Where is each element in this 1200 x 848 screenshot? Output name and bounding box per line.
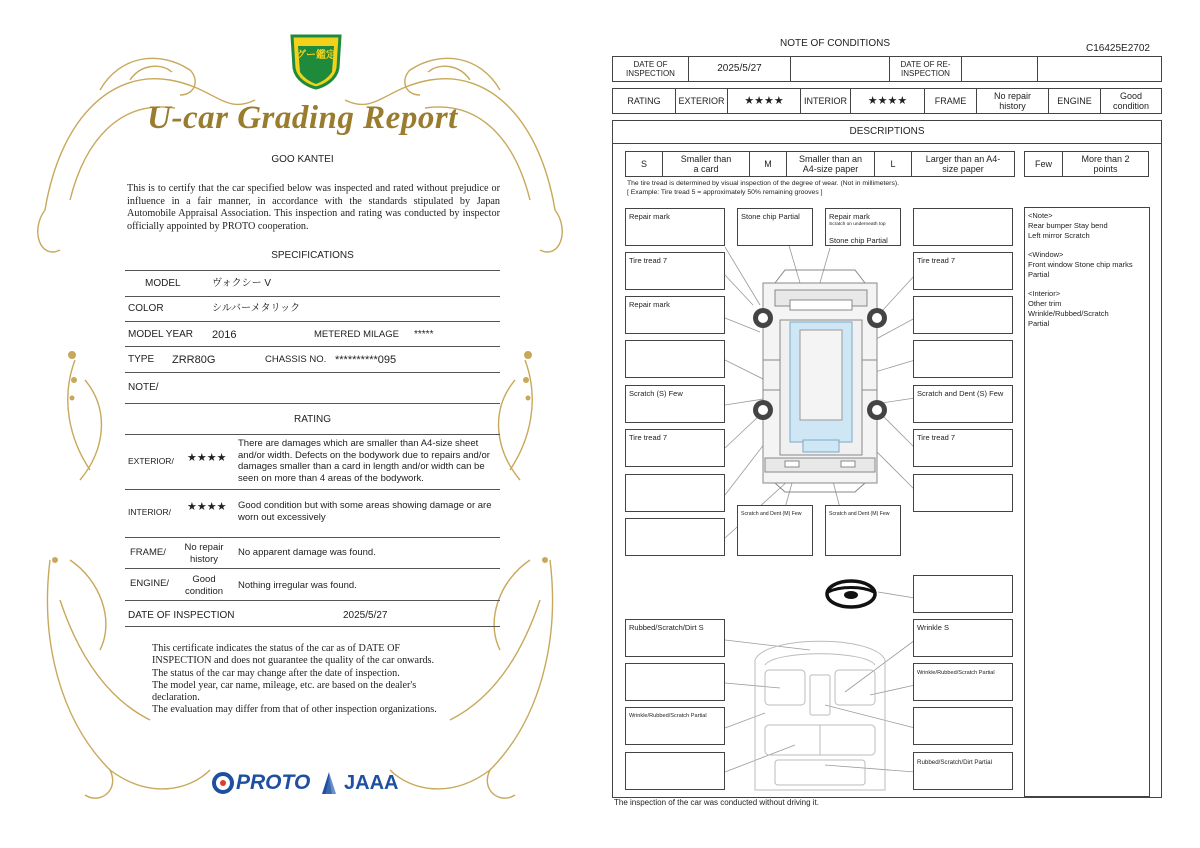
interior-box-left-4 bbox=[625, 752, 725, 790]
inspection-date-label: DATE OF INSPECTION bbox=[128, 610, 235, 621]
damage-box-top-2: Repair mark Scratch on underneath top Stone chip Partial bbox=[825, 208, 901, 246]
footer-line: The status of the car may change after the date of inspection. bbox=[152, 667, 400, 679]
report-title: U-car Grading Report bbox=[147, 100, 458, 136]
legend-l: L bbox=[875, 152, 912, 176]
footer-line: The model year, car name, mileage, etc. are based on the dealer's bbox=[152, 679, 417, 691]
frame-value: No repair history bbox=[184, 542, 224, 565]
interior-stars: ★★★★ bbox=[851, 89, 925, 113]
frame-description: No apparent damage was found. bbox=[238, 547, 376, 558]
jaaa-mark-icon bbox=[318, 770, 340, 796]
tread-note-2: [ Example: Tire tread 5 = approximately 50% remaining grooves ] bbox=[627, 189, 823, 196]
steering-damage-box bbox=[913, 575, 1013, 613]
certificate-footer bbox=[152, 643, 482, 717]
frame-value: No repair history bbox=[977, 89, 1049, 113]
chassis-label: CHASSIS NO. bbox=[265, 354, 327, 365]
frame-label: FRAME/ bbox=[130, 547, 166, 558]
jaaa-logo bbox=[318, 768, 398, 798]
interior-description: Good condition but with some areas showing damage or are worn out excessively bbox=[238, 500, 492, 523]
color-value: シルバーメタリック bbox=[212, 303, 301, 314]
damage-box-left-3: Repair mark bbox=[625, 296, 725, 334]
legend-m-desc: Smaller than an A4-size paper bbox=[787, 152, 875, 176]
legend-s-desc: Smaller than a card bbox=[663, 152, 750, 176]
conditions-title: NOTE OF CONDITIONS bbox=[780, 38, 890, 49]
legend-l-desc: Larger than an A4-size paper bbox=[925, 154, 1001, 174]
date-of-inspection-value: 2025/5/27 bbox=[689, 57, 791, 81]
frame-label: FRAME bbox=[925, 89, 977, 113]
footer-line: INSPECTION and does not guarantee the quality of the car onwards. bbox=[152, 655, 435, 667]
interior-box-left-1: Rubbed/Scratch/Dirt S bbox=[625, 619, 725, 657]
type-label: TYPE bbox=[128, 354, 155, 365]
note-of-conditions bbox=[600, 0, 1200, 848]
issuer-name: GOO KANTEI bbox=[271, 154, 334, 165]
footer-line: This certificate indicates the status of the car as of DATE OF bbox=[152, 643, 401, 654]
damage-box-left-7 bbox=[625, 474, 725, 512]
damage-box-right-3 bbox=[913, 296, 1013, 334]
mileage-label: METERED MILAGE bbox=[314, 329, 399, 340]
damage-box-right-2: Tire tread 7 bbox=[913, 252, 1013, 290]
interior-box-left-2 bbox=[625, 663, 725, 701]
interior-box-left-3: Wrinkle/Rubbed/Scratch Partial bbox=[625, 707, 725, 745]
rating-label: RATING bbox=[613, 89, 676, 113]
jaaa-brand-text: JAAA bbox=[344, 771, 399, 794]
date-of-reinspection-label: DATE OF RE-INSPECTION bbox=[890, 57, 962, 81]
damage-box-left-8 bbox=[625, 518, 725, 556]
note-line: Left mirror Scratch bbox=[1028, 230, 1090, 240]
mileage-value: ***** bbox=[414, 329, 434, 340]
damage-box-right-5: Scratch and Dent (S) Few bbox=[913, 385, 1013, 423]
note-line: <Interior> bbox=[1028, 289, 1061, 299]
inspection-date-value: 2025/5/27 bbox=[343, 610, 388, 621]
legend-s: S bbox=[626, 152, 663, 176]
rating-heading: RATING bbox=[293, 414, 332, 425]
specifications-heading: SPECIFICATIONS bbox=[271, 250, 354, 261]
model-label: MODEL bbox=[145, 278, 181, 289]
interior-label: INTERIOR/ bbox=[128, 507, 171, 517]
note-line: Partial bbox=[1028, 269, 1050, 279]
note-line: Partial bbox=[1028, 318, 1050, 328]
note-line: Front window Stone chip marks bbox=[1028, 259, 1133, 269]
color-label: COLOR bbox=[128, 303, 164, 314]
legend-m: M bbox=[750, 152, 787, 176]
model-value: ヴォクシー V bbox=[212, 278, 272, 289]
interior-stars: ★★★★ bbox=[187, 501, 227, 513]
tread-note-1: The tire tread is determined by visual inspection of the degree of wear. (Not in millimeters). bbox=[627, 180, 899, 187]
exterior-stars: ★★★★ bbox=[728, 89, 801, 113]
exterior-label: EXTERIOR bbox=[676, 89, 728, 113]
certificate-intro: This is to certify that the car specified below was inspected and rated without prejudice or influence in a fair manner, in accordance with the standards stipulated by Japan Automobile Appraisal Association. This inspection and rating was conducted by inspector officially appointed by PROTO cooperation. bbox=[127, 183, 500, 232]
damage-box-left-1: Repair mark bbox=[625, 208, 725, 246]
damage-box-left-5: Scratch (S) Few bbox=[625, 385, 725, 423]
interior-label: INTERIOR bbox=[801, 89, 851, 113]
interior-box-right-2: Wrinkle/Rubbed/Scratch Partial bbox=[913, 663, 1013, 701]
model-year-label: MODEL YEAR bbox=[128, 329, 194, 340]
car-top-view bbox=[763, 270, 877, 492]
model-year-value: 2016 bbox=[212, 329, 237, 341]
logo-text: グー鑑定 bbox=[296, 50, 336, 61]
conditions-footer: The inspection of the car was conducted without driving it. bbox=[614, 798, 819, 807]
engine-value: Good condition bbox=[1112, 91, 1150, 111]
footer-line: The evaluation may differ from that of other inspection organizations. bbox=[152, 704, 437, 716]
note-line: Rear bumper Stay bend bbox=[1028, 220, 1108, 230]
note-line: Wrinkle/Rubbed/Scratch bbox=[1028, 308, 1109, 318]
engine-value: Good condition bbox=[184, 574, 224, 597]
descriptions-heading: DESCRIPTIONS bbox=[849, 126, 925, 137]
damage-box-right-7 bbox=[913, 474, 1013, 512]
steering-wheel-icon bbox=[827, 581, 875, 607]
engine-label: ENGINE bbox=[1049, 89, 1101, 113]
note-line: Other trim bbox=[1028, 299, 1062, 309]
engine-description: Nothing irregular was found. bbox=[238, 580, 357, 591]
proto-mark-icon bbox=[212, 771, 234, 795]
damage-box-right-6: Tire tread 7 bbox=[913, 429, 1013, 467]
damage-box-top-1: Stone chip Partial bbox=[737, 208, 813, 246]
exterior-stars: ★★★★ bbox=[187, 452, 227, 464]
damage-box-left-6: Tire tread 7 bbox=[625, 429, 725, 467]
interior-box-right-1: Wrinkle S bbox=[913, 619, 1013, 657]
legend-few: Few bbox=[1025, 152, 1063, 176]
engine-label: ENGINE/ bbox=[130, 578, 170, 589]
exterior-description: There are damages which are smaller than A4-size sheet and/or width. Defects on the bodywork due to repairs and/or damages smaller than a card in length and/or width can be seen on more than 4 areas of the bodywork. bbox=[238, 438, 490, 484]
damage-box-bottom-2: Scratch and Dent (M) Few bbox=[825, 505, 901, 556]
document-code: C16425E2702 bbox=[1086, 43, 1150, 54]
proto-brand-text: PROTO bbox=[236, 771, 311, 794]
type-value: ZRR80G bbox=[172, 354, 216, 366]
damage-box-right-1 bbox=[913, 208, 1013, 246]
legend-few-desc: More than 2 points bbox=[1081, 154, 1130, 174]
note-line: <Window> bbox=[1028, 250, 1064, 260]
damage-box-bottom-1: Scratch and Dent (M) Few bbox=[737, 505, 813, 556]
proto-logo bbox=[212, 768, 310, 798]
damage-box-left-4 bbox=[625, 340, 725, 378]
exterior-label: EXTERIOR/ bbox=[128, 456, 174, 466]
note-line: <Note> bbox=[1028, 211, 1053, 220]
footer-line: declaration. bbox=[152, 692, 200, 704]
damage-box-left-2: Tire tread 7 bbox=[625, 252, 725, 290]
goo-kantei-logo bbox=[288, 32, 344, 90]
note-label: NOTE/ bbox=[128, 382, 159, 393]
date-of-inspection-label: DATE OF INSPECTION bbox=[613, 57, 689, 81]
chassis-value: **********095 bbox=[335, 354, 397, 366]
interior-box-right-3 bbox=[913, 707, 1013, 745]
interior-box-right-4: Rubbed/Scratch/Dirt Partial bbox=[913, 752, 1013, 790]
damage-box-right-4 bbox=[913, 340, 1013, 378]
